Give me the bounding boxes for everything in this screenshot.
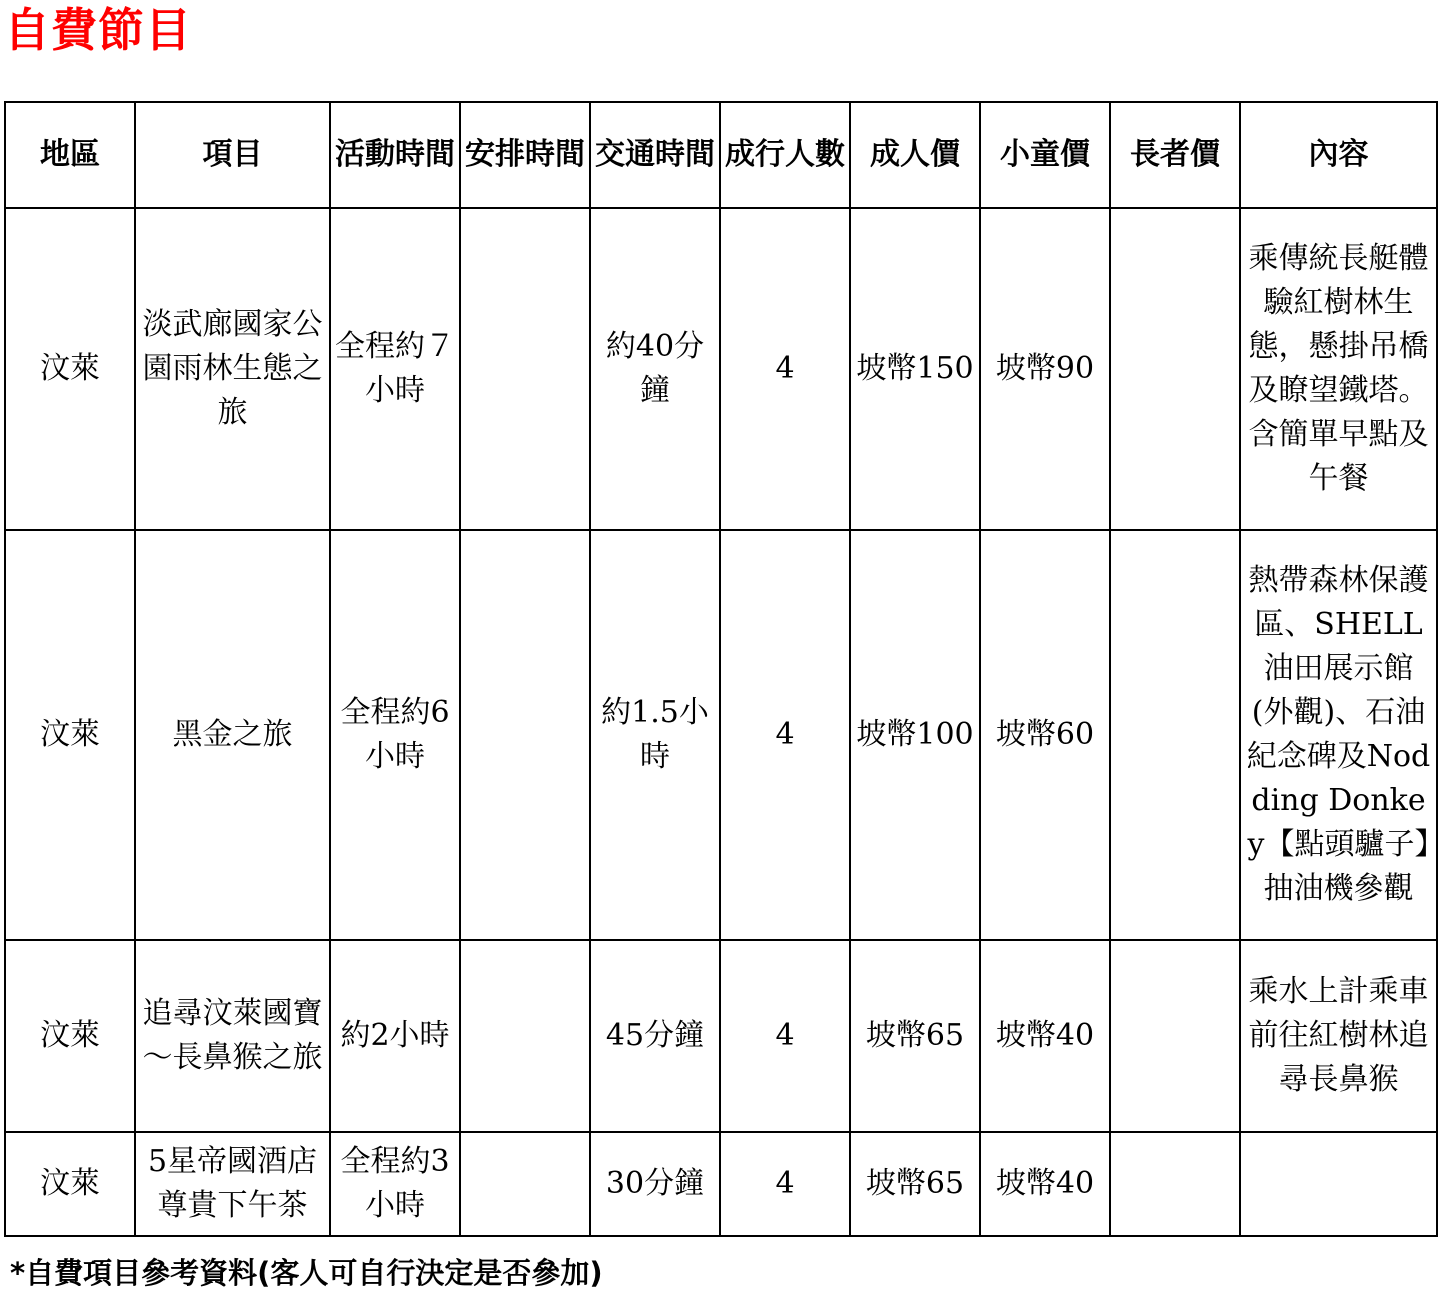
footnote: *自費項目參考資料(客人可自行決定是否參加) (10, 1256, 603, 1290)
cell-child-price: 坡幣60 (980, 530, 1110, 940)
cell-item: 追尋汶萊國寶～長鼻猴之旅 (135, 940, 330, 1132)
header-min-people: 成行人數 (720, 102, 850, 208)
header-child-price: 小童價 (980, 102, 1110, 208)
cell-child-price: 坡幣40 (980, 1132, 1110, 1236)
table-row (5, 1132, 1437, 1236)
cell-item: 黑金之旅 (135, 530, 330, 940)
header-item: 項目 (135, 102, 330, 208)
cell-child-price: 坡幣90 (980, 208, 1110, 530)
header-activity-time: 活動時間 (330, 102, 460, 208)
header-adult-price: 成人價 (850, 102, 980, 208)
cell-content: 熱帶森林保護區、SHELL油田展示館(外觀)、石油紀念碑及Nodding Donkey【點頭驢子】抽油機參觀 (1240, 530, 1437, 940)
cell-activity-time: 全程約７小時 (330, 208, 460, 530)
header-schedule-time: 安排時間 (460, 102, 590, 208)
page-title: 自費節目 (4, 3, 192, 57)
cell-transport-time: 約40分鐘 (590, 208, 720, 530)
cell-senior-price (1110, 530, 1240, 940)
table-row (5, 940, 1437, 1132)
cell-adult-price: 坡幣100 (850, 530, 980, 940)
cell-content: 乘水上計乘車前往紅樹林追尋長鼻猴 (1240, 940, 1437, 1132)
cell-region: 汶萊 (5, 530, 135, 940)
cell-region: 汶萊 (5, 940, 135, 1132)
cell-region: 汶萊 (5, 1132, 135, 1236)
header-transport-time: 交通時間 (590, 102, 720, 208)
cell-item: 淡武廊國家公園雨林生態之旅 (135, 208, 330, 530)
table-header-row (5, 102, 1437, 208)
cell-schedule-time (460, 530, 590, 940)
cell-item: 5星帝國酒店尊貴下午茶 (135, 1132, 330, 1236)
cell-min-people: 4 (720, 940, 850, 1132)
cell-content: 乘傳統長艇體驗紅樹林生態，懸掛吊橋及瞭望鐵塔。含簡單早點及午餐 (1240, 208, 1437, 530)
cell-min-people: 4 (720, 1132, 850, 1236)
table-row (5, 530, 1437, 940)
table-row (5, 208, 1437, 530)
cell-senior-price (1110, 1132, 1240, 1236)
cell-min-people: 4 (720, 208, 850, 530)
header-region: 地區 (5, 102, 135, 208)
cell-transport-time: 30分鐘 (590, 1132, 720, 1236)
cell-transport-time: 約1.5小時 (590, 530, 720, 940)
cell-adult-price: 坡幣150 (850, 208, 980, 530)
cell-min-people: 4 (720, 530, 850, 940)
cell-schedule-time (460, 208, 590, 530)
cell-content (1240, 1132, 1437, 1236)
cell-region: 汶萊 (5, 208, 135, 530)
cell-senior-price (1110, 940, 1240, 1132)
optional-tours-table (4, 101, 1438, 1237)
header-senior-price: 長者價 (1110, 102, 1240, 208)
cell-activity-time: 全程約3小時 (330, 1132, 460, 1236)
cell-schedule-time (460, 1132, 590, 1236)
cell-schedule-time (460, 940, 590, 1132)
cell-child-price: 坡幣40 (980, 940, 1110, 1132)
cell-activity-time: 約2小時 (330, 940, 460, 1132)
cell-adult-price: 坡幣65 (850, 1132, 980, 1236)
cell-senior-price (1110, 208, 1240, 530)
cell-activity-time: 全程約6小時 (330, 530, 460, 940)
header-content: 內容 (1240, 102, 1437, 208)
cell-transport-time: 45分鐘 (590, 940, 720, 1132)
cell-adult-price: 坡幣65 (850, 940, 980, 1132)
